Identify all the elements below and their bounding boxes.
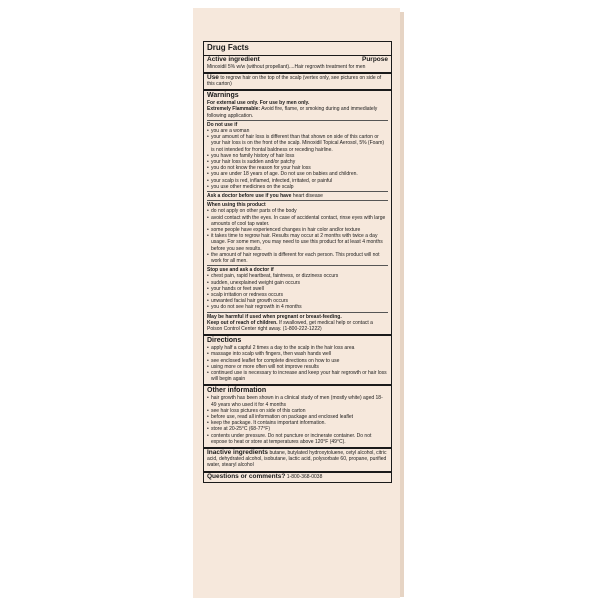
- list-item: • you use other medicines on the scalp: [207, 184, 388, 190]
- list-item: • your amount of hair loss is different than that shown on side of this carton or your hair loss is on the front of the scalp. Minoxidil Topical Aerosol, 5% (Foam) is not intended for frontal baldness or receding hairline.: [207, 134, 388, 153]
- list-item: • your hair loss is sudden and/or patchy: [207, 159, 388, 165]
- flammable-label: Extremely Flammable:: [207, 106, 261, 113]
- ask-doctor-text: heart disease: [292, 192, 323, 199]
- drug-facts-title: Drug Facts: [207, 43, 249, 52]
- do-not-use-heading: Do not use if: [207, 121, 238, 128]
- inactive-ingredients-text: butane, butylated hydroxytoluene, cetyl alcohol, citric acid, dehydrated alcohol, isobutane, lactic acid, polysorbate 60, propane, purified water, stearyl alcohol: [207, 450, 387, 469]
- purpose-heading: Purpose: [361, 55, 388, 63]
- list-item: • do not apply on other parts of the body: [207, 208, 388, 214]
- list-item: • see hair loss pictures on side of this carton: [207, 408, 388, 414]
- list-item: • massage into scalp with fingers, then wash hands well: [207, 351, 388, 357]
- list-item: • sudden, unexplained weight gain occurs: [207, 280, 388, 286]
- warnings-heading: Warnings: [207, 92, 239, 100]
- questions-section: [207, 474, 388, 480]
- list-item: • see enclosed leaflet for complete directions on how to use: [207, 358, 388, 364]
- flammable-text: Avoid fire, flame, or smoking during and immediately following application.: [207, 106, 378, 119]
- questions-heading: Questions or comments?: [207, 472, 286, 480]
- inactive-ingredients-section: [207, 450, 388, 469]
- keep-out-label: Keep out of reach of children.: [207, 319, 278, 326]
- list-item: • using more or more often will not improve results: [207, 364, 388, 370]
- divider: [207, 120, 388, 121]
- directions-heading: Directions: [207, 337, 242, 345]
- list-item: • you have no family history of hair loss: [207, 153, 388, 159]
- list-item: • your hands or feet swell: [207, 286, 388, 292]
- active-ingredient-line: Minoxidil 5% w/w (without propellant)....Hair regrowth treatment for men: [207, 63, 366, 70]
- external-use-warning: For external use only. For use by men only.: [207, 100, 310, 107]
- carton-edge: [400, 12, 404, 597]
- flammable-warning: [207, 106, 388, 118]
- other-information-list: [207, 395, 388, 445]
- list-item: • chest pain, rapid heartbeat, faintness, or dizziness occurs: [207, 273, 388, 279]
- stop-use-list: [207, 273, 388, 310]
- list-item: • continued use is necessary to increase and keep your hair regrowth or hair loss will begin again: [207, 370, 388, 382]
- divider: [207, 312, 388, 313]
- divider: [207, 191, 388, 192]
- when-using-list: [207, 208, 388, 264]
- questions-phone: 1-800-368-0038: [286, 473, 323, 480]
- divider: [207, 200, 388, 201]
- keep-out-text: If swallowed, get medical help or contact a Poison Control Center right away. (1-800-222-1222): [207, 319, 373, 333]
- active-ingredient-header: [207, 56, 388, 64]
- use-text: to regrow hair on the top of the scalp (vertex only, see pictures on side of this carton): [207, 74, 382, 87]
- active-ingredient-heading: Active ingredient: [207, 55, 260, 63]
- list-item: • apply half a capful 2 times a day to the scalp in the hair loss area: [207, 345, 388, 351]
- list-item: • before use, read all information on package and enclosed leaflet: [207, 414, 388, 420]
- use-heading: Use: [207, 73, 219, 81]
- list-item: • avoid contact with the eyes. In case of accidental contact, rinse eyes with large amounts of cool tap water.: [207, 215, 388, 227]
- inactive-ingredients-heading: Inactive ingredients: [207, 449, 269, 457]
- divider: [204, 72, 391, 74]
- list-item: • you do not know the reason for your hair loss: [207, 165, 388, 171]
- list-item: • hair growth has been shown in a clinical study of men (mostly white) aged 18-49 years who used it for 4 months: [207, 395, 388, 407]
- ask-doctor-label: Ask a doctor before use if you have: [207, 192, 292, 199]
- list-item: • it takes time to regrow hair. Results may occur at 2 months with twice a day usage. For some men, you may need to use this product for at least 4 months before you see results.: [207, 233, 388, 252]
- stop-use-heading: Stop use and ask a doctor if: [207, 267, 274, 274]
- keep-out-warning: [207, 320, 388, 332]
- list-item: • scalp irritation or redness occurs: [207, 292, 388, 298]
- list-item: • you are under 18 years of age. Do not use on babies and children.: [207, 171, 388, 177]
- list-item: • unwanted facial hair growth occurs: [207, 298, 388, 304]
- list-item: • contents under pressure. Do not puncture or incinerate container. Do not expose to heat or store at temperatures above 120°F (49°C).: [207, 433, 388, 445]
- list-item: • some people have experienced changes in hair color and/or texture: [207, 227, 388, 233]
- other-information-heading: Other information: [207, 387, 267, 395]
- list-item: • you do not see hair regrowth in 4 months: [207, 304, 388, 310]
- drug-facts-panel: [203, 41, 392, 483]
- list-item: • store at 20-25°C (68-77°F): [207, 426, 388, 432]
- list-item: • your scalp is red, inflamed, infected, irritated, or painful: [207, 178, 388, 184]
- list-item: • keep the package. It contains important information.: [207, 420, 388, 426]
- divider: [207, 265, 388, 266]
- use-section: [207, 75, 388, 87]
- ask-doctor-line: [207, 193, 388, 199]
- pregnancy-warning: May be harmful if used when pregnant or breast-feeding.: [207, 313, 342, 320]
- when-using-heading: When using this product: [207, 202, 266, 209]
- directions-list: [207, 345, 388, 382]
- list-item: • the amount of hair regrowth is different for each person. This product will not work for all men.: [207, 252, 388, 264]
- do-not-use-list: [207, 128, 388, 190]
- list-item: • you are a woman: [207, 128, 388, 134]
